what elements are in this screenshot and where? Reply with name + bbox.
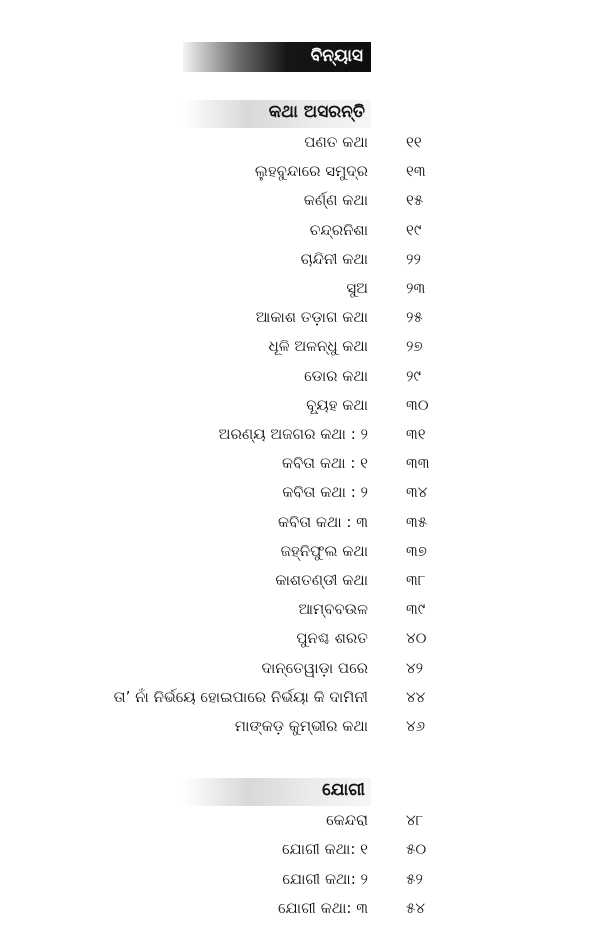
- toc-entry: [0, 454, 600, 478]
- contents-heading-bar: [183, 42, 371, 72]
- entry-page-number: ୪୪: [406, 687, 426, 706]
- entry-page-number: ୫୪: [406, 898, 425, 917]
- entry-title: କାଶତଣ୍ଡୀ କଥା: [275, 571, 368, 589]
- entry-page-number: ୩୦: [406, 395, 429, 414]
- entry-page-number: ୨୯: [406, 366, 421, 385]
- entry-title: ଲୁହବୁନ୍ଦାରେ ସମୁଦ୍ର: [254, 162, 368, 181]
- entry-title: ଡୋର କଥା: [304, 366, 368, 385]
- toc-entry: [0, 425, 600, 449]
- entry-title: ବ୍ୟୂହ କଥା: [306, 395, 368, 414]
- contents-heading: ବିନ୍ୟାସ: [310, 46, 363, 66]
- toc-entry: [0, 840, 600, 864]
- entry-title: ଆକାଶ ତଡ଼ାଗ କଥା: [255, 308, 368, 327]
- toc-entry: [0, 483, 600, 507]
- toc-entry: [0, 899, 600, 923]
- entry-page-number: ୩୧: [406, 425, 426, 443]
- toc-entry: [0, 279, 600, 303]
- toc-entry: [0, 717, 600, 741]
- entry-page-number: ୪୮: [406, 811, 424, 829]
- toc-entry: [0, 367, 600, 391]
- entry-title: ଦାନ୍ତେୱାଡ଼ା ପରେ: [261, 658, 368, 677]
- section-title: ଯୋଗୀ: [322, 780, 365, 800]
- toc-entry: [0, 191, 600, 215]
- entry-page-number: ୪୦: [406, 629, 427, 648]
- entry-page-number: ୩୯: [406, 600, 426, 619]
- entry-page-number: ୩୫: [406, 512, 428, 531]
- entry-page-number: ୩୭: [406, 541, 427, 560]
- entry-page-number: ୧୩: [406, 162, 426, 181]
- entry-page-number: ୫୨: [406, 869, 423, 888]
- toc-entry: [0, 659, 600, 683]
- toc-entry: [0, 337, 600, 361]
- entry-title: ଆମ୍ବବଉଳ: [298, 600, 368, 619]
- toc-entry: [0, 629, 600, 653]
- toc-entry: [0, 600, 600, 624]
- toc-entry: [0, 133, 600, 157]
- entry-page-number: ୧୯: [406, 220, 422, 239]
- entry-title: ଯୋଗୀ କଥା: ୧: [282, 840, 368, 859]
- entry-title: ଯୋଗୀ କଥା: ୨: [282, 869, 368, 888]
- entry-page-number: ୧୧: [406, 133, 422, 151]
- toc-entry: [0, 811, 600, 835]
- entry-title: କବିତା କଥା : ୨: [282, 483, 368, 502]
- entry-title: କର୍ଣ୍ଣ କଥା: [303, 191, 368, 210]
- entry-page-number: ୧୫: [406, 191, 424, 210]
- entry-title: ସୁଅ: [346, 279, 368, 297]
- toc-entry: [0, 221, 600, 245]
- entry-page-number: ୩୮: [406, 571, 426, 589]
- toc-entry: [0, 571, 600, 595]
- section-heading-bar: [183, 100, 371, 128]
- entry-page-number: ୨୫: [406, 308, 423, 327]
- entry-title: କବିତା କଥା : ୧: [281, 454, 368, 473]
- entry-title: ଯୋଗୀ କଥା: ୩: [278, 898, 368, 917]
- entry-title: ତା’ ନାଁ ନିର୍ଭୟେ ହୋଇପାରେ ନିର୍ଭୟା କି ଦାମିନୀ: [113, 687, 368, 706]
- toc-entry: [0, 513, 600, 537]
- entry-page-number: ୪୬: [406, 717, 426, 735]
- entry-page-number: ୨୨: [406, 249, 421, 268]
- entry-title: ଧୂଳି ଅଳନ୍ଧୁ କଥା: [268, 337, 368, 356]
- entry-title: ଚାନ୍ଦିନୀ କଥା: [300, 249, 368, 268]
- entry-page-number: ୨୩: [406, 279, 426, 297]
- entry-title: କେନ୍ଦରା: [326, 811, 368, 829]
- entry-title: ଅରଣ୍ୟ ଅଜଗର କଥା : ୨: [218, 425, 368, 443]
- entry-title: ଚନ୍ଦ୍ରନିଶା: [309, 220, 368, 239]
- section-title: କଥା ଅସରନ୍ତି: [268, 102, 365, 122]
- entry-title: ଜହ୍ନିଫୁଲ କଥା: [280, 541, 368, 560]
- toc-entry: [0, 250, 600, 274]
- entry-page-number: ୩୪: [406, 483, 428, 502]
- entry-title: କବିତା କଥା : ୩: [277, 512, 368, 531]
- toc-entry: [0, 396, 600, 420]
- toc-entry: [0, 870, 600, 894]
- toc-entry: [0, 308, 600, 332]
- entry-title: ପୁନଶ୍ଚ ଶରତ: [296, 629, 368, 648]
- entry-title: ମାଙ୍କଡ଼ କୁମ୍ଭୀର କଥା: [234, 717, 368, 735]
- entry-page-number: ୩୩: [406, 454, 430, 473]
- toc-entry: [0, 688, 600, 712]
- entry-page-number: ୪୨: [406, 658, 424, 677]
- entry-page-number: ୨୭: [406, 337, 423, 356]
- toc-entry: [0, 162, 600, 186]
- toc-entry: [0, 542, 600, 566]
- entry-page-number: ୫୦: [406, 840, 427, 859]
- entry-title: ପଣତ କଥା: [304, 133, 368, 151]
- section-heading-bar: [183, 778, 371, 806]
